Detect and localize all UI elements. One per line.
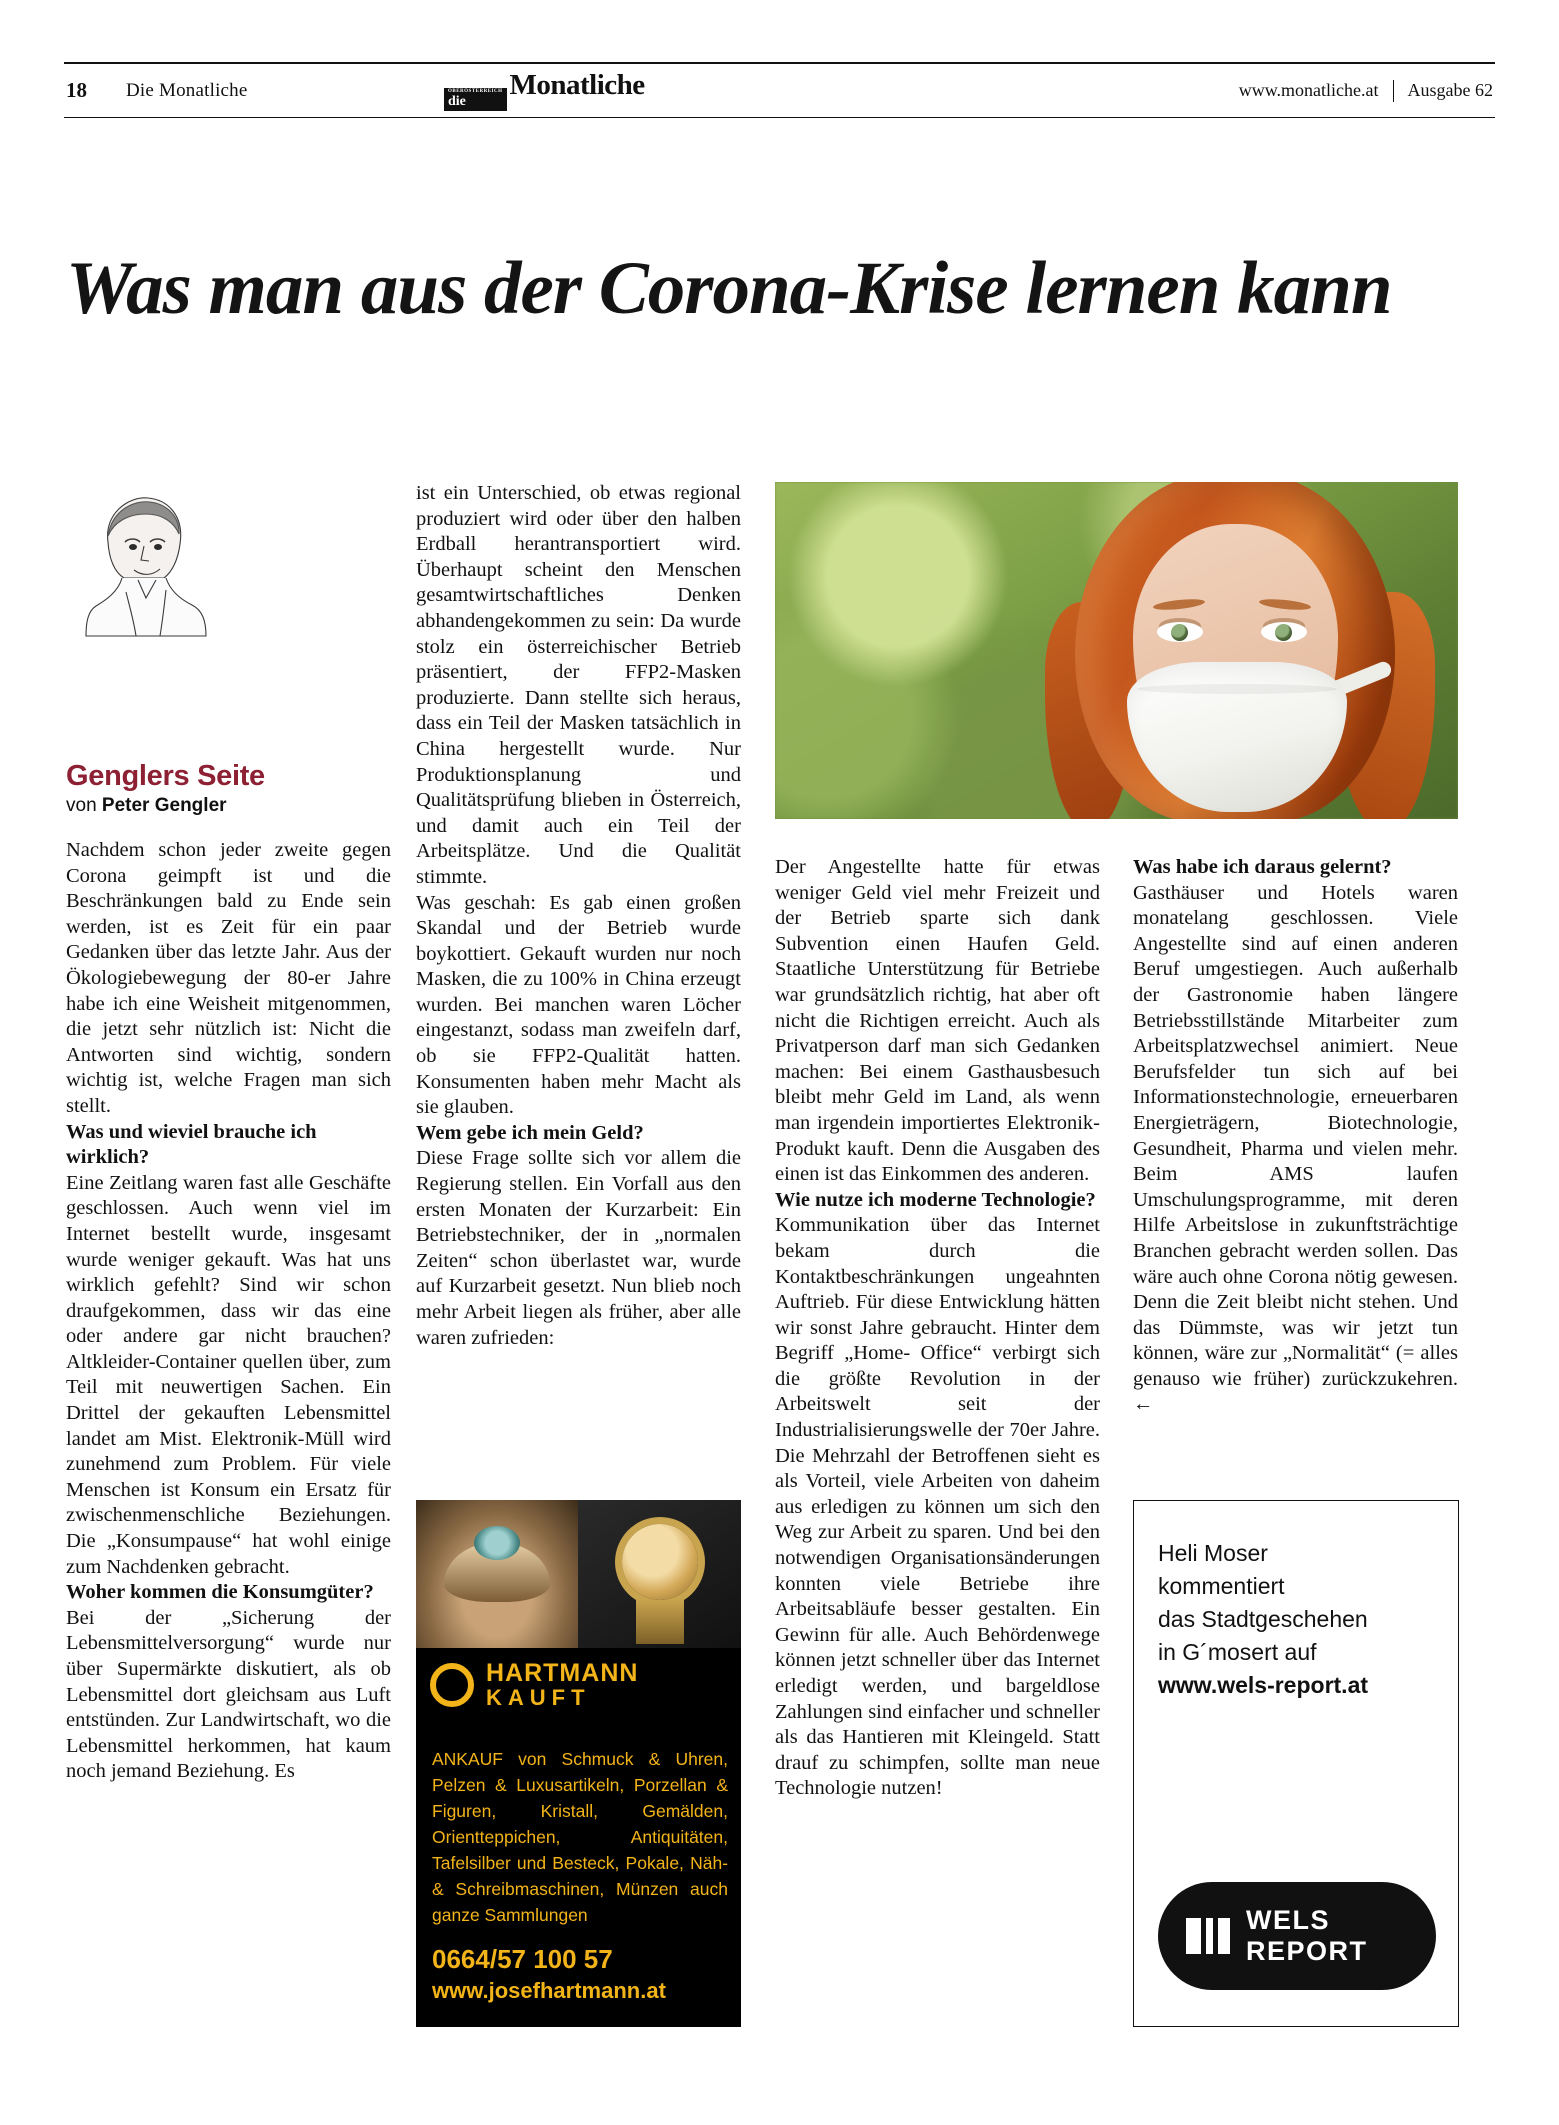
ad-hartmann-photos xyxy=(416,1500,741,1648)
col2-para-3: Diese Frage sollte sich vor allem die Regierung stellen. Ein Vorfall aus den ersten Monaten der Kurzarbeit: Ein Betriebstechniker, der in „normalen Zeiten“ schon überlastet war, wurde auf Kurzarbeit gesetzt. Nun blieb noch mehr Arbeit liegen als früher, aber alle waren zufrieden: xyxy=(416,1147,741,1349)
col1-subhead-1: Was und wieviel brauche ich wirklich? xyxy=(66,1120,317,1169)
author-prefix: von xyxy=(66,795,102,816)
col1-para-2: Bei der „Sicherung der Lebensmittelversorgung“ wurde nur über Supermärkte diskutiert, als ob Lebensmittel dort gleichsam aus Luft entstünden. Zur Landwirtschaft, wo die Lebensmittel herkommen, hat kaum noch jemand Beziehung. Es xyxy=(66,1606,391,1783)
ad-photo-porcelain xyxy=(416,1500,578,1648)
publication-name: Die Monatliche xyxy=(126,79,248,101)
ad-hartmann-brand-line1: HARTMANN xyxy=(486,1659,639,1687)
book-icon xyxy=(1186,1918,1230,1954)
column-3 xyxy=(775,855,1100,1802)
column-4 xyxy=(1133,855,1458,1418)
column-author xyxy=(66,795,227,817)
ad-wels-text xyxy=(1158,1537,1428,1702)
page-number: 18 xyxy=(66,78,87,102)
ad-wels-line-2: kommentiert xyxy=(1158,1573,1285,1599)
masthead-right xyxy=(1239,80,1493,102)
column-title: Genglers Seite xyxy=(66,760,265,792)
col3-para-2: Kommunikation über das Internet bekam durch die Kontaktbeschränkungen ungeahnten Auftrieb. Für diese Entwicklung hätten wir sonst Jahre gebraucht. Hinter dem Begriff „Home- Office“ verbirgt sich die größte Revolution in der Arbeitswelt seit der Industrialisierungswelle der 70er Jahre. Die Mehrzahl der Betroffenen sieht es als Vorteil, viele Arbeiten von daheim aus erledigen zu können um sich den Weg zur Arbeit zu sparen. Und bei den notwendigen Organisationsänderungen konnten viele Betriebe ihre Arbeitsabläufe besser gestalten. Ein Gewinn für alle. Auch Behördenwege können jetzt schneller über das Internet erledigt werden, und bargeldlose Zahlungen sind einfacher und schneller als das Hantieren mit Kleingeld. Statt drauf zu schimpfen, sollte man neue Technologie nutzen! xyxy=(775,1214,1100,1800)
logo-wordmark: Monatliche xyxy=(509,68,645,101)
page-header xyxy=(64,62,1495,118)
col4-para-1: Gasthäuser und Hotels waren monatelang geschlossen. Viele Angestellte sind auf einen anderen Beruf umgestiegen. Auch außerhalb der Gastronomie haben längere Betriebsstillstände Mitarbeiter zum Arbeitsplatzwechsel animiert. Neue Berufsfelder tun sich auf bei Informationstechnologie, erneuerbaren Energieträgern, Biotechnologie, Gesundheit, Pharma und vielen mehr. Beim AMS laufen Umschulungsprogramme, mit deren Hilfe Arbeitslose in zukunftsträchtige Branchen gebracht werden sollen. Das wäre auch ohne Corona nötig gewesen. Denn die Zeit bleibt nicht stehen. Und das Dümmste, was wir jetzt tun können, wäre zur „Normalität“ (= alles genauso wie früher) zurückzukehren. ← xyxy=(1133,881,1458,1416)
article-photo xyxy=(775,482,1458,819)
ad-hartmann[interactable] xyxy=(416,1500,741,2027)
masthead-logo xyxy=(444,69,645,113)
ad-wels-line-1: Heli Moser xyxy=(1158,1540,1268,1566)
col1-subhead-2: Woher kommen die Konsumgüter? xyxy=(66,1581,374,1604)
masthead-url: www.monatliche.at xyxy=(1238,80,1379,100)
ad-hartmann-phone[interactable]: 0664/57 100 57 xyxy=(432,1944,613,1974)
ring-icon xyxy=(430,1663,474,1707)
ad-wels-line-3: das Stadtgeschehen xyxy=(1158,1606,1368,1632)
ad-hartmann-brand-line2: KAUFT xyxy=(486,1685,591,1710)
col3-para-1: Der Angestellte hatte für etwas weniger Geld viel mehr Freizeit und der Betrieb sparte sich dank Subvention einen Haufen Geld. Staatliche Unterstützung für Betriebe war grundsätzlich richtig, hat aber oft nicht die Richtigen erreicht. Auch als Privatperson darf man sich Gedanken machen: Bei einem Gasthausbesuch bleibt mehr Geld im Land, als wenn man irgendein importiertes Elektronik-Produkt kauft. Denn die Ausgaben des einen ist das Einkommen des anderen. xyxy=(775,856,1100,1186)
col4-subhead-1: Was habe ich daraus gelernt? xyxy=(1133,856,1392,878)
photo-eye-left xyxy=(1157,622,1203,642)
col1-para-1: Eine Zeitlang waren fast alle Geschäfte geschlossen. Auch wenn viel im Internet bestellt wurde, insgesamt wurde weniger gekauft. Was hat uns wirklich gefehlt? Sind wir schon draufgekommen, dass wir das eine oder andere gar nicht brauchen? Altkleider-Container quellen über, zum Teil mit neuwertigen Sachen. Ein Drittel der gekauften Lebensmittel landet am Mist. Elektronik-Müll wird zunehmend zum Problem. Für viele Menschen ist Konsum ein Ersatz für zwischenmenschliche Beziehungen. Die „Konsumpause“ hat wohl einige zum Nachdenken gebracht. xyxy=(66,1171,391,1578)
ad-wels-url[interactable]: www.wels-report.at xyxy=(1158,1672,1369,1698)
ad-hartmann-brand xyxy=(430,1660,638,1710)
ad-wels-line-4: in G´mosert auf xyxy=(1158,1639,1317,1665)
ad-hartmann-body: ANKAUF von Schmuck & Uhren, Pelzen & Luxusartikeln, Porzellan & Figuren, Kristall, Gemälden, Orientteppichen, Antiquitäten, Tafelsilber und Besteck, Pokale, Näh- & Schreibmaschinen, Münzen auch ganze Sammlungen xyxy=(432,1749,728,1925)
col2-subhead-1: Wem gebe ich mein Geld? xyxy=(416,1121,644,1144)
article-headline: Was man aus der Corona-Krise lernen kann xyxy=(66,247,1392,331)
column-2 xyxy=(416,481,741,1351)
ad-wels-logo-text: WELS REPORT xyxy=(1246,1905,1368,1966)
column-1 xyxy=(66,838,391,1785)
ad-wels-logo xyxy=(1158,1882,1436,1990)
ad-photo-watch xyxy=(578,1500,741,1648)
logo-badge-word: die xyxy=(448,93,466,109)
masthead-divider xyxy=(1393,80,1394,102)
logo-badge-tiny: OBERÖSTERREICH xyxy=(448,88,503,94)
logo-badge xyxy=(444,88,507,111)
col2-para-2: Was geschah: Es gab einen großen Skandal und der Betrieb wurde boykottiert. Gekauft wurden nur noch Masken, die zu 100% in China erzeugt wurden. Bei manchen waren Löcher eingestanzt, sodass man zweifeln darf, ob sie FFP2-Qualität hatten. Konsumenten haben mehr Macht als sie glauben. xyxy=(416,891,741,1119)
col2-para-1: ist ein Unterschied, ob etwas regional produziert wird oder über den halben Erdball herantransportiert wird. Überhaupt scheint den Menschen gesamtwirtschaftliches Denken abhandengekommen zu sein: Da wurde stolz ein österreichischer Betrieb präsentiert, der FFP2-Masken produzierte. Dann stellte sich heraus, dass ein Teil der Masken tatsächlich in China hergestellt wurde. Nur Produktionsplanung und Qualitätsprüfung blieben in Österreich, und damit auch ein Teil der Arbeitsplätze. Und die Qualität stimmte. xyxy=(416,482,741,888)
col3-subhead-1: Wie nutze ich moderne Technologie? xyxy=(775,1188,1096,1211)
author-name: Peter Gengler xyxy=(101,795,227,816)
ad-hartmann-website[interactable]: www.josefhartmann.at xyxy=(432,1978,666,2003)
photo-eye-right xyxy=(1261,622,1307,642)
issue-label: Ausgabe 62 xyxy=(1407,80,1493,100)
col1-intro: Nachdem schon jeder zweite gegen Corona geimpft ist und die Beschränkungen bald zu Ende sein werden, ist es Zeit für ein paar Gedanken über das letzte Jahr. Aus der Ökologiebewegung der 80-er Jahre habe ich eine Weisheit mitgenommen, die jetzt sehr nützlich ist: Nicht die Antworten sind wichtig, sondern wichtig ist, welche Fragen man sich stellt. xyxy=(66,839,391,1117)
ad-wels-report[interactable] xyxy=(1133,1500,1459,2027)
author-portrait xyxy=(78,480,213,640)
